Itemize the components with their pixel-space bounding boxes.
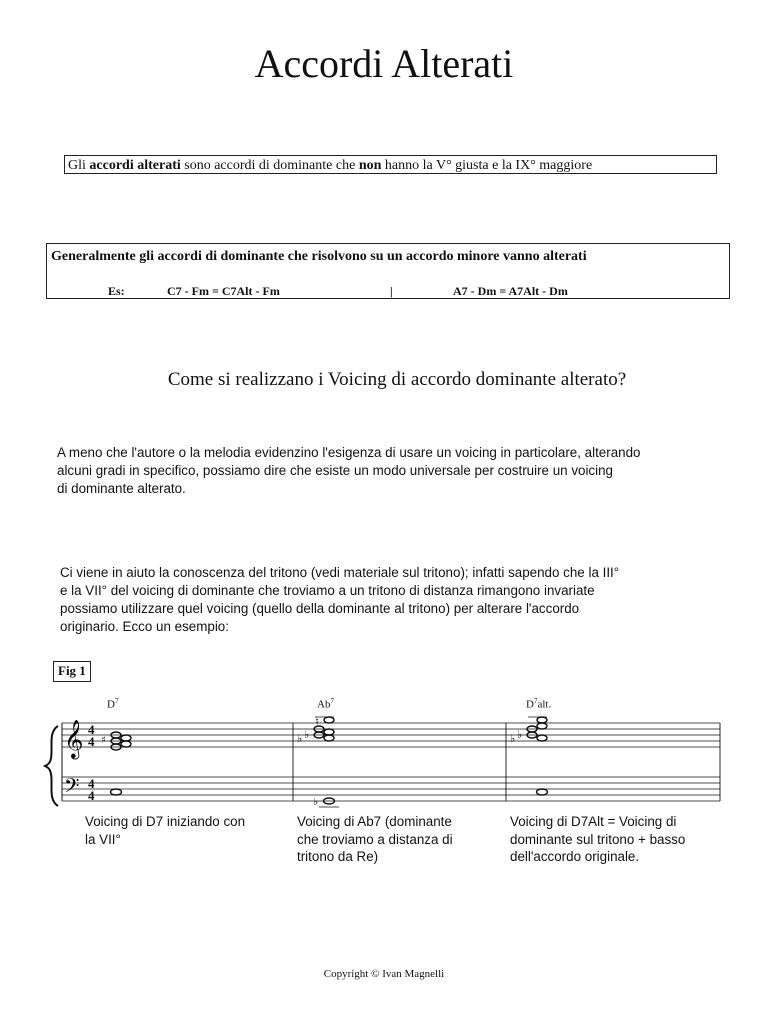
flat-icon: ♭ xyxy=(313,795,319,808)
caption-line: la VII° xyxy=(85,831,121,847)
rule-text: Generalmente gli accordi di dominante che risolvono su un accordo minore vanno alterati xyxy=(51,249,587,264)
paragraph-1-line: di dominante alterato. xyxy=(57,481,186,496)
example-label: Es: xyxy=(108,284,125,298)
time-signature-bass xyxy=(88,776,95,803)
chord-extension: 7 xyxy=(114,697,119,705)
section-question: Come si realizzano i Voicing di accordo dominante alterato? xyxy=(167,369,627,390)
chord-suffix: alt. xyxy=(537,698,552,711)
chord-root: D xyxy=(107,698,115,711)
whole-note xyxy=(121,735,131,741)
bass-staff xyxy=(62,777,720,801)
bass-clef-icon: 𝄢 xyxy=(64,774,80,802)
caption-line: Voicing di Ab7 (dominante xyxy=(297,814,452,829)
time-signature-treble xyxy=(88,722,95,749)
caption-line: Voicing di D7Alt = Voicing di xyxy=(510,814,677,829)
chord-extension: 7 xyxy=(330,697,334,705)
whole-note xyxy=(324,735,334,741)
paragraph-2-line: possiamo utilizzare quel voicing (quello della dominante al tritono) per alterare l'accordo xyxy=(60,601,580,616)
whole-note xyxy=(121,741,131,747)
whole-note xyxy=(537,717,547,723)
definition-text-1: Gli xyxy=(68,158,90,173)
example-1: C7 - Fm = C7Alt - Fm xyxy=(167,284,280,298)
definition-text-2: sono accordi di dominante che xyxy=(180,158,359,173)
time-sig-denominator: 4 xyxy=(88,788,95,803)
chord-2-treble xyxy=(297,715,334,745)
caption-line: dominante sul tritono + basso xyxy=(510,831,686,847)
caption-1 xyxy=(85,813,245,848)
whole-note xyxy=(324,717,334,723)
natural-icon: ♮ xyxy=(315,715,319,728)
example-separator: | xyxy=(390,284,393,298)
example-2: A7 - Dm = A7Alt - Dm xyxy=(453,284,568,298)
paragraph-2-line: e la VII° del voicing di dominante che troviamo a un tritono di distanza rimangono invariate xyxy=(60,583,595,598)
caption-2 xyxy=(297,813,453,866)
figure-label: Fig 1 xyxy=(53,661,91,682)
paragraph-2-line: originario. Ecco un esempio: xyxy=(60,619,229,634)
caption-3 xyxy=(510,813,685,866)
paragraph-1-line: A meno che l'autore o la melodia evidenzino l'esigenza di usare un voicing in particolare, alterando xyxy=(57,445,641,460)
definition-negation: non xyxy=(358,158,382,173)
time-sig-numerator: 4 xyxy=(88,722,95,737)
copyright-notice: Copyright © Ivan Magnelli xyxy=(323,968,445,980)
paragraph-2-line: Ci viene in aiuto la conoscenza del tritono (vedi materiale sul tritono); infatti sapendo che la III° xyxy=(60,565,620,580)
chord-root: D xyxy=(526,698,534,711)
whole-note xyxy=(537,735,547,741)
time-sig-numerator: 4 xyxy=(88,776,95,791)
chord-extension: 7 xyxy=(533,697,538,705)
chord-2-bass xyxy=(313,795,339,808)
flat-icon: ♭ xyxy=(297,732,303,745)
whole-note xyxy=(324,729,334,735)
paragraph-1-line: alcuni gradi in specifico, possiamo dire che esiste un modo universale per costruire un voicing xyxy=(57,463,613,478)
flat-icon: ♭ xyxy=(517,728,523,741)
caption-line: Voicing di D7 iniziando con xyxy=(85,814,246,829)
time-sig-denominator: 4 xyxy=(88,734,95,749)
whole-note xyxy=(537,723,547,729)
treble-clef-icon: 𝄞 xyxy=(64,719,84,758)
definition-term: accordi alterati xyxy=(89,158,181,173)
flat-icon: ♭ xyxy=(510,732,516,745)
definition-text-3: hanno la V° giusta e la IX° maggiore xyxy=(381,158,593,173)
page-title: Accordi Alterati xyxy=(254,41,514,86)
chord-root: Ab xyxy=(317,698,331,711)
sharp-icon: ♯ xyxy=(101,735,106,746)
caption-line: che troviamo a distanza di xyxy=(297,831,453,847)
caption-line: tritono da Re) xyxy=(297,849,379,864)
caption-line: dell'accordo originale. xyxy=(510,849,640,864)
whole-note-bass-d xyxy=(537,789,548,795)
flat-icon: ♭ xyxy=(304,728,310,741)
grand-staff-brace xyxy=(45,726,58,806)
treble-staff xyxy=(62,723,720,747)
whole-note-bass-d xyxy=(111,789,122,795)
